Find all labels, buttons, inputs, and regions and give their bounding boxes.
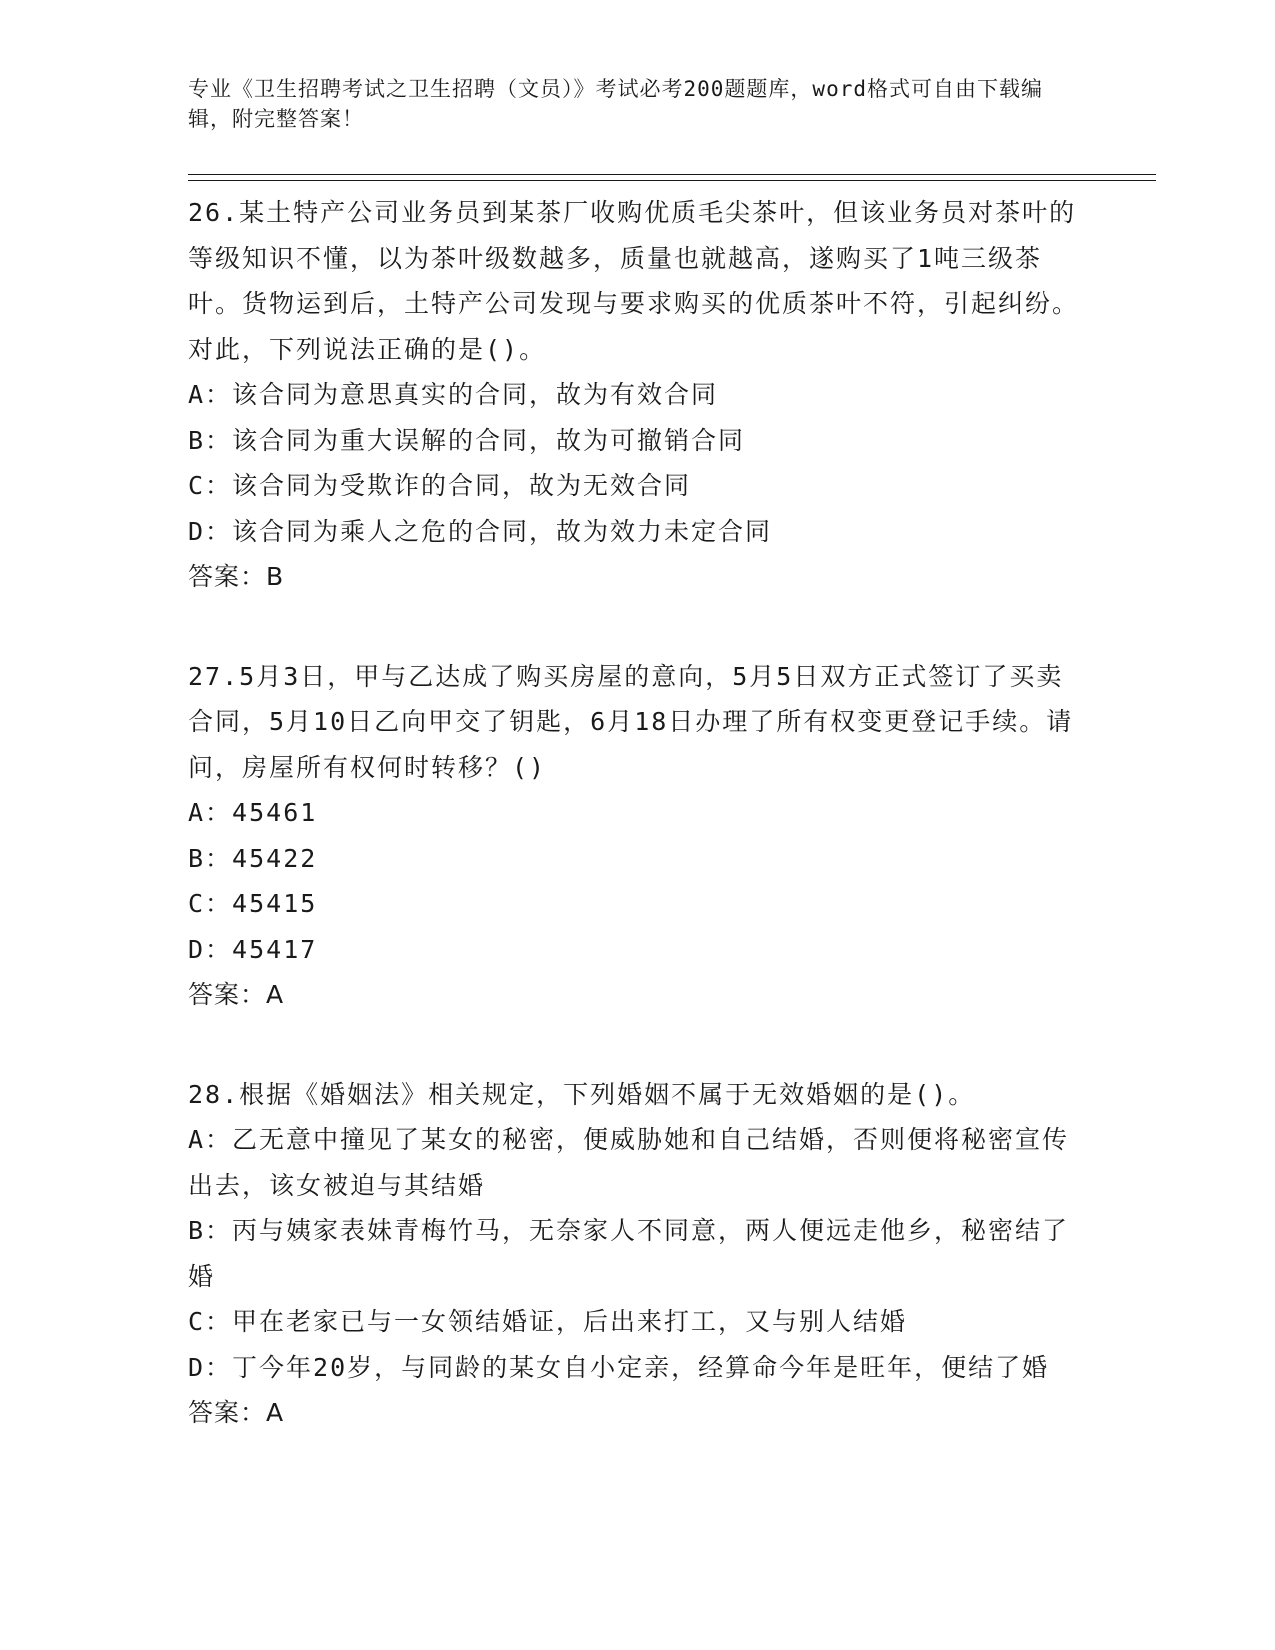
option-c: C：甲在老家已与一女领结婚证，后出来打工，又与别人结婚 bbox=[188, 1307, 908, 1336]
answer: 答案：B bbox=[188, 562, 285, 591]
question-stem: 27.5月3日，甲与乙达成了购买房屋的意向，5月5日双方正式签订了买卖合同，5月10日乙向甲交了钥匙，6月18日办理了所有权变更登记手续。请问，房屋所有权何时转移？() bbox=[188, 661, 1074, 782]
option-a: A：该合同为意思真实的合同，故为有效合同 bbox=[188, 380, 719, 409]
option-c: C：该合同为受欺诈的合同，故为无效合同 bbox=[188, 471, 692, 500]
option-b: B：45422 bbox=[188, 843, 318, 873]
option-d: D：45417 bbox=[188, 934, 318, 964]
header-divider-bottom bbox=[188, 180, 1156, 181]
option-d: D：该合同为乘人之危的合同，故为效力未定合同 bbox=[188, 516, 773, 546]
option-b: B：该合同为重大误解的合同，故为可撤销合同 bbox=[188, 425, 746, 455]
header-divider-top bbox=[188, 174, 1156, 175]
option-a: A：乙无意中撞见了某女的秘密，便威胁她和自己结婚，否则便将秘密宣传出去，该女被迫与其结婚 bbox=[188, 1125, 1070, 1200]
option-a: A：45461 bbox=[188, 798, 318, 827]
document-header bbox=[188, 74, 1068, 134]
question-stem: 26.某土特产公司业务员到某茶厂收购优质毛尖茶叶，但该业务员对茶叶的等级知识不懂，以为茶叶级数越多，质量也就越高，遂购买了1吨三级茶叶。货物运到后，土特产公司发现与要求购买的优质茶叶不符，引起纠纷。对此，下列说法正确的是()。 bbox=[188, 198, 1080, 364]
option-d: D：丁今年20岁，与同龄的某女自小定亲，经算命今年是旺年，便结了婚 bbox=[188, 1352, 1050, 1382]
answer: 答案：A bbox=[188, 1398, 285, 1427]
question-list bbox=[188, 190, 1088, 1490]
question-27 bbox=[188, 654, 1088, 1018]
answer: 答案：A bbox=[188, 980, 285, 1009]
option-b: B：丙与姨家表妹青梅竹马，无奈家人不同意，两人便远走他乡，秘密结了婚 bbox=[188, 1216, 1070, 1291]
option-c: C：45415 bbox=[188, 889, 318, 918]
header-text: 专业《卫生招聘考试之卫生招聘（文员）》考试必考200题题库，word格式可自由下载编辑，附完整答案！ bbox=[188, 77, 1043, 131]
question-28 bbox=[188, 1072, 1088, 1436]
question-stem: 28.根据《婚姻法》相关规定，下列婚姻不属于无效婚姻的是()。 bbox=[188, 1079, 976, 1109]
question-26 bbox=[188, 190, 1088, 600]
